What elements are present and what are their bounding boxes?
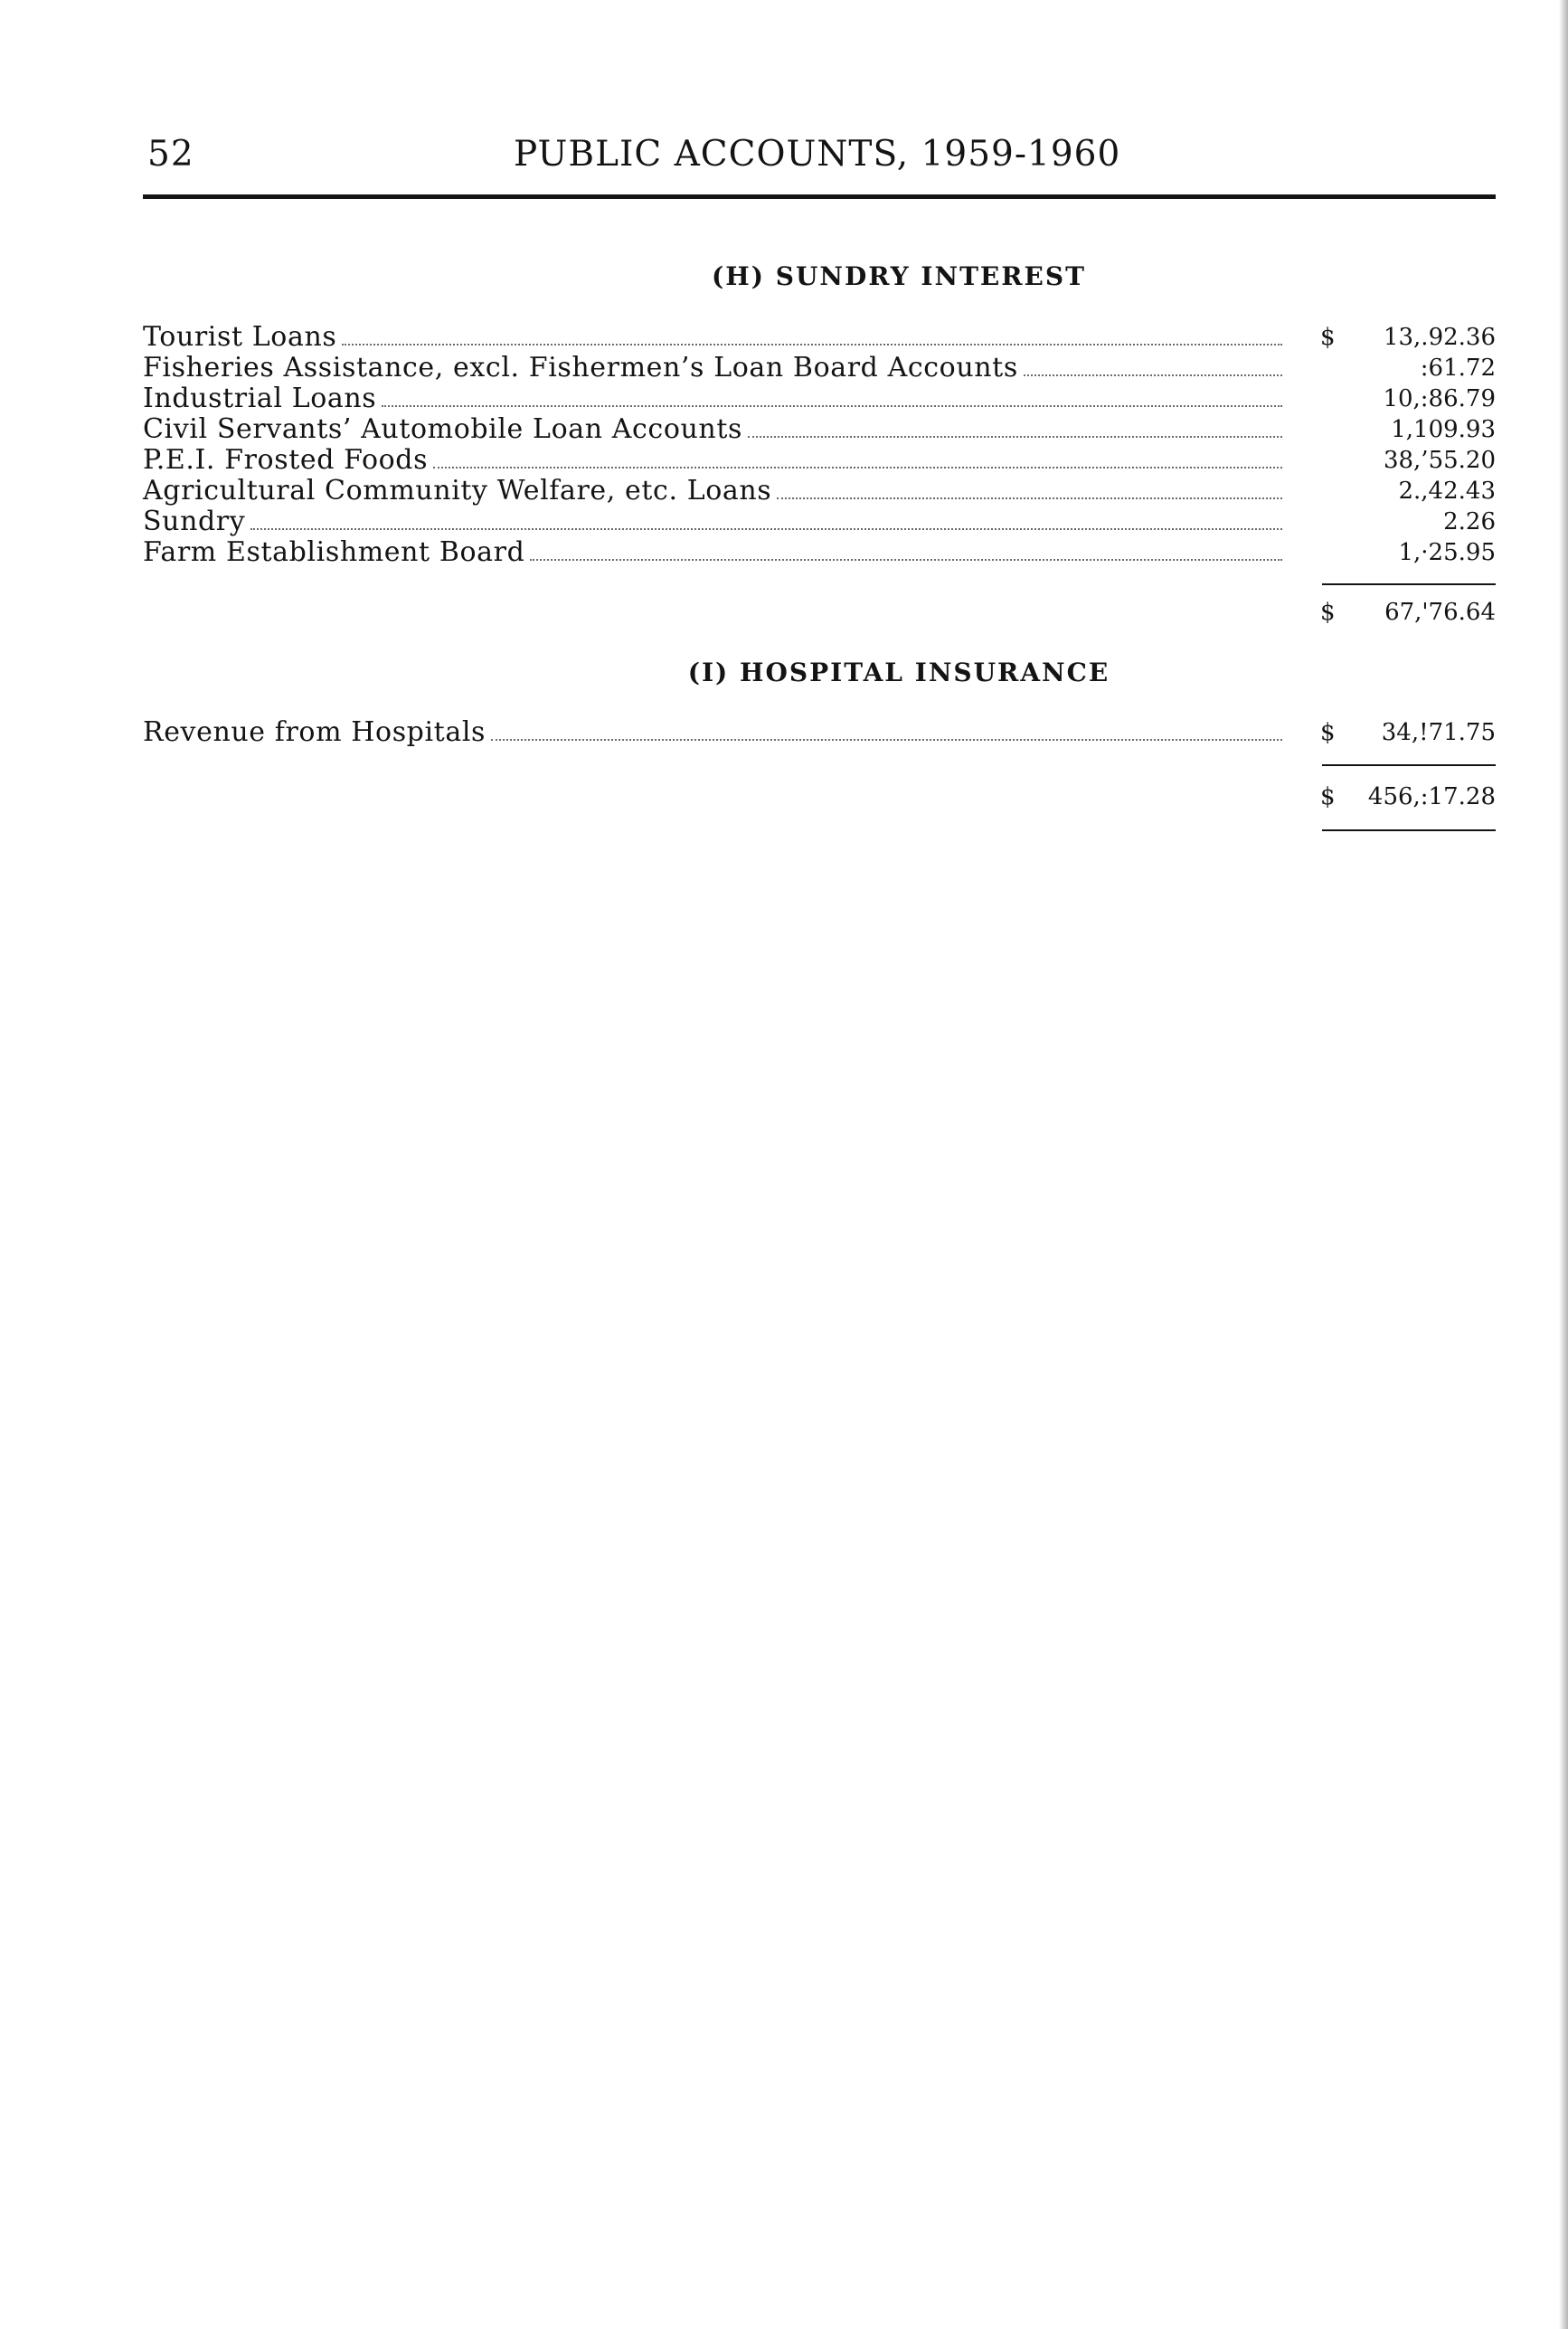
line-item-label: P.E.I. Frosted Foods xyxy=(143,444,429,476)
line-item-label: Fisheries Assistance, excl. Fishermen’s Loan Board Accounts xyxy=(143,352,1018,383)
line-item-label: Revenue from Hospitals xyxy=(143,716,486,748)
grand-total-amount: 456,:17.28 xyxy=(1367,783,1496,810)
hospital-insurance-items xyxy=(143,717,1496,748)
line-item-amount: 1,109.93 xyxy=(1391,416,1496,443)
line-item-label: Civil Servants’ Automobile Loan Accounts xyxy=(143,413,742,445)
dot-leader xyxy=(530,537,1282,561)
grand-total-bottom-rule xyxy=(1322,829,1496,831)
dot-leader xyxy=(382,383,1282,407)
dot-leader xyxy=(491,717,1282,741)
running-title: PUBLIC ACCOUNTS, 1959-1960 xyxy=(514,134,1121,175)
line-item-label: Agricultural Community Welfare, etc. Loans xyxy=(143,475,772,507)
line-item-amount: 2.,42.43 xyxy=(1398,478,1496,505)
line-item-row xyxy=(143,476,1496,507)
line-item-amount: 1,·25.95 xyxy=(1398,539,1496,566)
line-item-row xyxy=(143,445,1496,476)
line-item-amount: 34,!71.75 xyxy=(1381,719,1496,746)
sundry-interest-total: 67,'76.64 xyxy=(1384,599,1496,626)
section-heading-hospital-insurance: (I) HOSPITAL INSURANCE xyxy=(687,658,1110,687)
currency-symbol: $ xyxy=(1320,324,1336,351)
grand-total-row xyxy=(143,781,1496,812)
line-item-amount: 13,.92.36 xyxy=(1383,324,1496,351)
grand-total-top-rule xyxy=(1322,764,1496,766)
dot-leader xyxy=(748,414,1282,438)
currency-symbol: $ xyxy=(1320,599,1336,626)
subtotal-rule xyxy=(1322,583,1496,585)
document-page xyxy=(143,0,1496,2329)
line-item-amount: 38,’55.20 xyxy=(1383,447,1496,474)
line-item-amount: 2.26 xyxy=(1443,508,1496,535)
line-item-row xyxy=(143,507,1496,537)
line-item-label: Tourist Loans xyxy=(143,321,337,353)
line-item-amount: 10,:86.79 xyxy=(1383,385,1496,412)
page-header xyxy=(143,134,1496,175)
currency-symbol: $ xyxy=(1320,719,1336,746)
dot-leader xyxy=(433,445,1282,469)
dot-leader xyxy=(342,322,1282,346)
header-rule xyxy=(143,194,1496,199)
line-item-row xyxy=(143,717,1496,748)
page-number: 52 xyxy=(147,134,194,175)
line-item-label: Farm Establishment Board xyxy=(143,536,525,568)
page-edge-shadow xyxy=(1559,0,1568,2329)
dot-leader xyxy=(250,507,1282,530)
dot-leader xyxy=(777,476,1282,499)
line-item-row xyxy=(143,353,1496,383)
line-item-label: Industrial Loans xyxy=(143,383,377,414)
currency-symbol: $ xyxy=(1320,783,1336,810)
section-heading-sundry-interest: (H) SUNDRY INTEREST xyxy=(712,261,1086,291)
line-item-row xyxy=(143,322,1496,353)
line-item-row xyxy=(143,537,1496,568)
line-item-amount: :61.72 xyxy=(1420,355,1496,382)
sundry-interest-total-row xyxy=(143,597,1496,628)
sundry-interest-items xyxy=(143,322,1496,568)
dot-leader xyxy=(1024,353,1282,376)
line-item-row xyxy=(143,414,1496,445)
line-item-label: Sundry xyxy=(143,506,246,537)
line-item-row xyxy=(143,383,1496,414)
